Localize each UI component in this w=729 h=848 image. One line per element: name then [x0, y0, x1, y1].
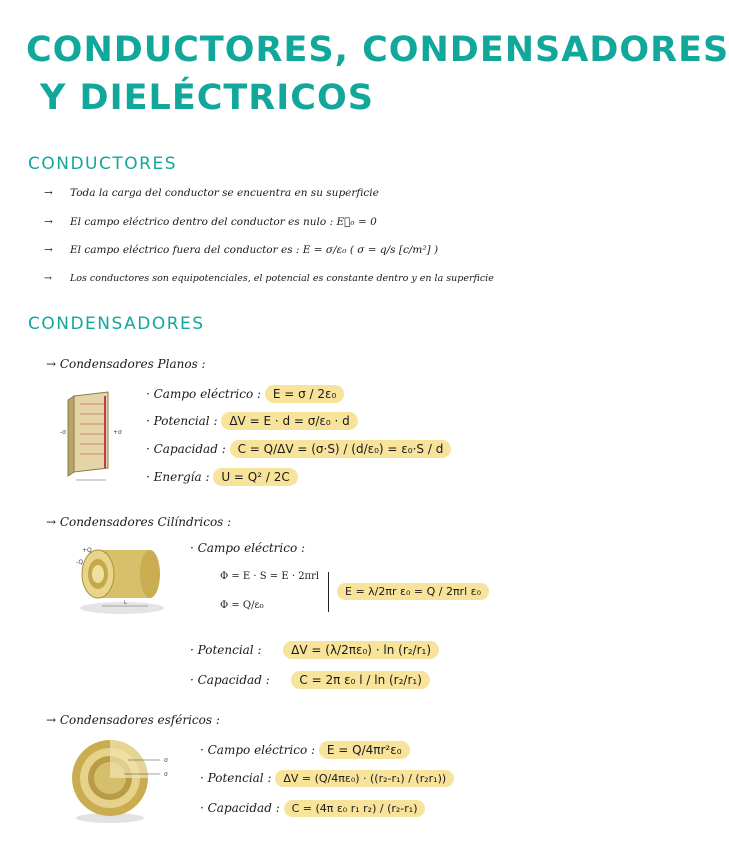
subsection-planos	[46, 357, 206, 371]
bullet-text: Toda la carga del conductor se encuentra en su superficie	[70, 187, 379, 199]
row-label: · Capacidad :	[146, 442, 226, 456]
arrow-icon: →	[44, 273, 52, 284]
bullet-text: Los conductores son equipotenciales, el potencial es constante dentro y en la superficie	[70, 273, 494, 284]
row-label: · Potencial :	[200, 771, 272, 785]
subsection-cilindricos	[46, 515, 231, 529]
brace-divider	[328, 572, 329, 612]
formula-highlight: E = σ / 2ε₀	[265, 385, 344, 403]
formula-highlight: U = Q² / 2C	[213, 468, 297, 486]
cilindricos-campo-formula	[337, 584, 489, 598]
flux-equation-1: Φ = E · S = E · 2πrl	[220, 571, 320, 582]
subsection-esfericos	[46, 713, 220, 727]
arrow-icon: →	[44, 216, 53, 228]
formula-highlight: C = (4π ε₀ r₁ r₂) / (r₂-r₁)	[284, 800, 426, 817]
esfericos-row	[200, 743, 410, 757]
planos-row	[146, 442, 451, 456]
flux-equation-2: Φ = Q/ε₀	[220, 600, 264, 611]
subsection-label: Condensadores Cilíndricos :	[59, 515, 232, 529]
planos-row	[146, 470, 298, 484]
bullet-text: El campo eléctrico fuera del conductor es : E = σ/ε₀ ( σ = q/s [c/m²] )	[70, 244, 439, 256]
page-title-line2: Y DIELÉCTRICOS	[40, 78, 374, 118]
planos-row	[146, 414, 358, 428]
arrow-icon: →	[46, 713, 60, 727]
row-label: · Potencial :	[146, 414, 218, 428]
cilindricos-row	[190, 673, 430, 687]
svg-text:+σ: +σ	[113, 429, 122, 436]
row-label: · Campo eléctrico :	[200, 743, 316, 757]
formula-highlight: C = Q/ΔV = (σ·S) / (d/ε₀) = ε₀·S / d	[230, 440, 452, 458]
section-heading-conductores: CONDUCTORES	[28, 154, 177, 174]
subsection-label: Condensadores esféricos :	[59, 713, 220, 727]
svg-text:σ: σ	[164, 757, 168, 764]
row-label: · Capacidad :	[200, 801, 280, 815]
row-label: · Potencial :	[190, 643, 262, 657]
arrow-icon: →	[46, 515, 60, 529]
arrow-icon: →	[44, 244, 53, 256]
cilindricos-row	[190, 643, 439, 657]
list-item	[44, 244, 438, 256]
svg-text:σ: σ	[164, 771, 168, 778]
formula-highlight: E = λ/2πr ε₀ = Q / 2πrl ε₀	[337, 583, 489, 600]
list-item	[44, 187, 379, 199]
esfericos-row	[200, 801, 425, 815]
arrow-icon: →	[46, 357, 60, 371]
section-heading-condensadores: CONDENSADORES	[28, 314, 205, 334]
list-item	[44, 273, 494, 284]
cylindrical-capacitor-icon	[72, 540, 172, 620]
formula-highlight: C = 2π ε₀ l / ln (r₂/r₁)	[291, 671, 430, 689]
row-label: · Campo eléctrico :	[146, 387, 262, 401]
list-item	[44, 216, 377, 228]
spherical-capacitor-icon	[68, 732, 178, 828]
formula-highlight: E = Q/4πr²ε₀	[319, 741, 410, 759]
svg-text:+Q: +Q	[82, 547, 92, 554]
svg-text:-Q: -Q	[76, 559, 84, 566]
page-title-line1: CONDUCTORES, CONDENSADORES	[26, 30, 729, 70]
esfericos-row	[200, 771, 454, 785]
svg-text:L: L	[124, 600, 127, 606]
formula-highlight: ΔV = (Q/4πε₀) · ((r₂-r₁) / (r₂r₁))	[275, 770, 454, 787]
subsection-label: Condensadores Planos :	[59, 357, 206, 371]
row-label: · Energía :	[146, 470, 210, 484]
formula-highlight: ΔV = E · d = σ/ε₀ · d	[221, 412, 357, 430]
formula-highlight: ΔV = (λ/2πε₀) · ln (r₂/r₁)	[283, 641, 439, 659]
planos-row	[146, 387, 344, 401]
svg-text:-σ: -σ	[60, 429, 66, 436]
arrow-icon: →	[44, 187, 53, 199]
cilindricos-campo-label: · Campo eléctrico :	[190, 541, 306, 555]
bullet-text: El campo eléctrico dentro del conductor es nulo : E⃗₀ = 0	[70, 216, 377, 228]
row-label: · Capacidad :	[190, 673, 270, 687]
plane-capacitor-icon	[58, 388, 128, 484]
